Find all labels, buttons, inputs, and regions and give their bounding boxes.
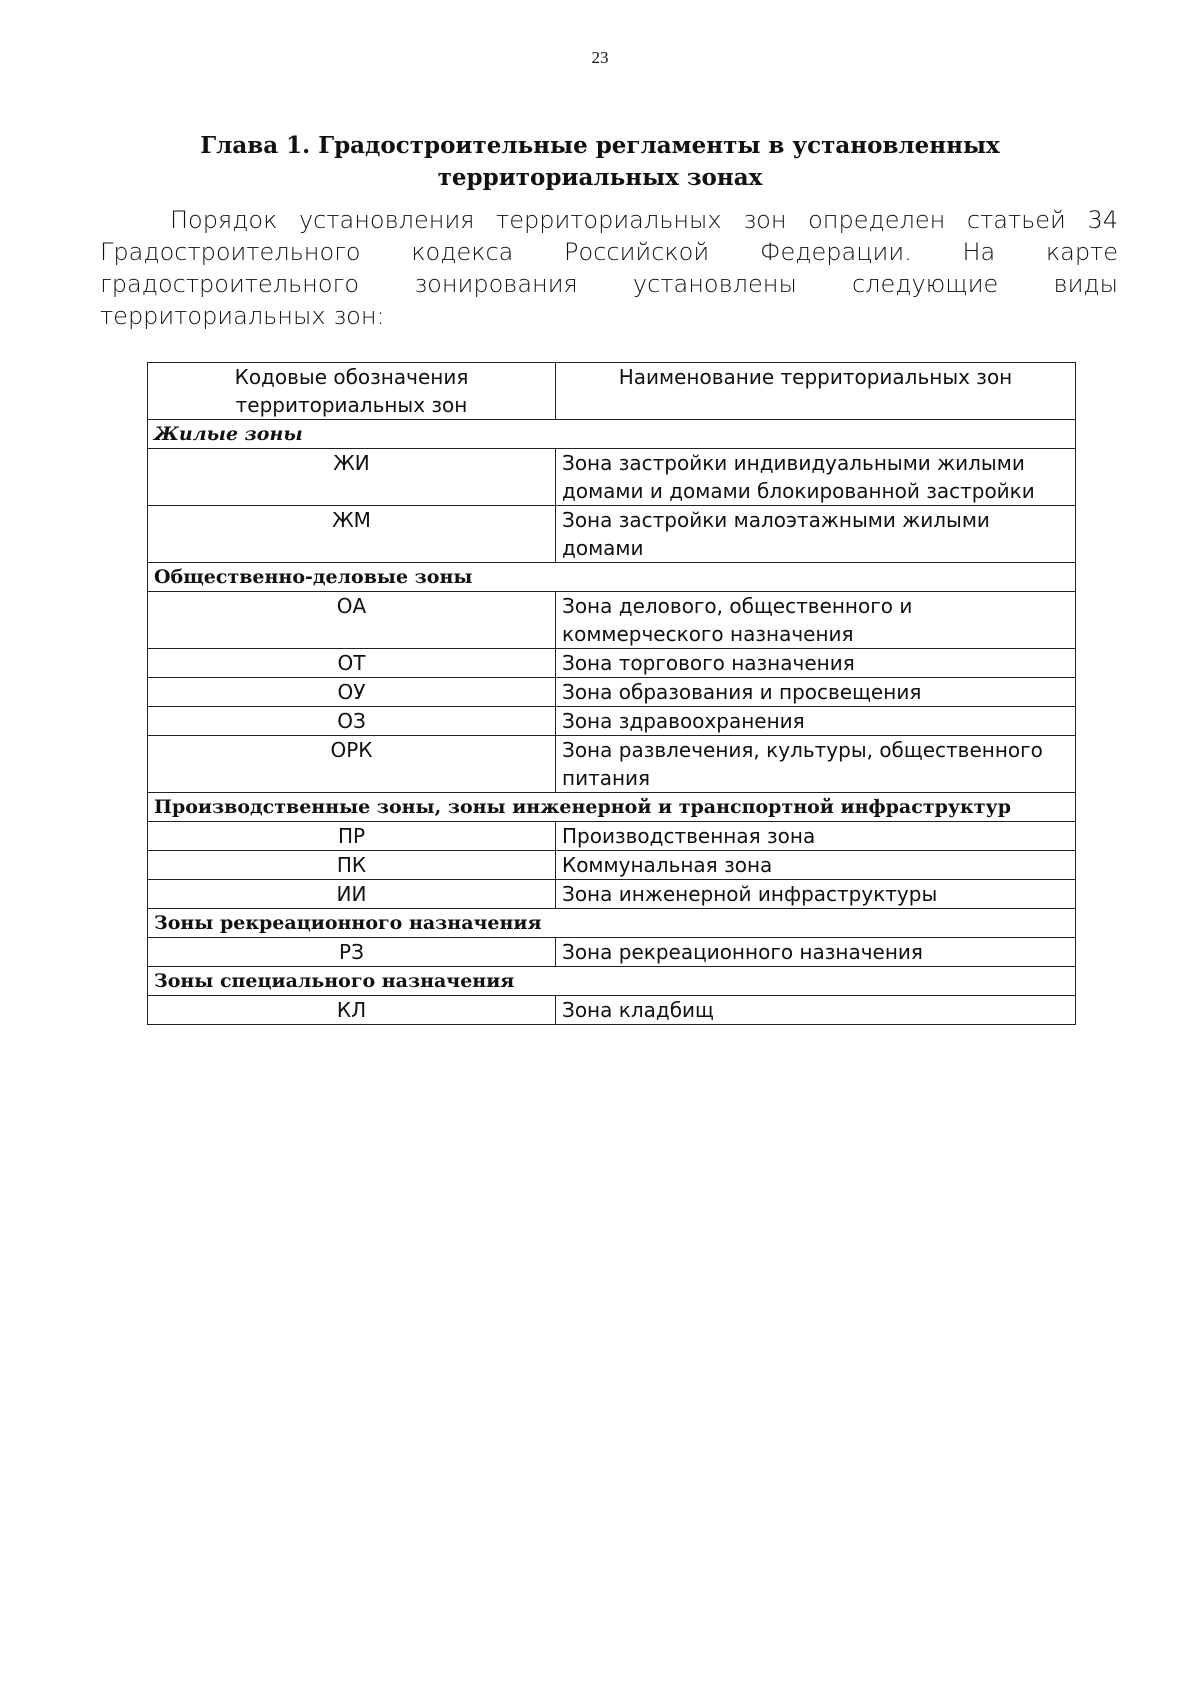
page-number: 23 [591,48,609,67]
table-row [148,880,1076,909]
zone-code: ЖМ [148,506,556,563]
zone-code: ИИ [148,880,556,909]
group-row [148,563,1076,592]
header-name: Наименование территориальных зон [556,363,1076,420]
group-title: Общественно-деловые зоны [148,563,1076,592]
zone-name: Зона делового, общественного и коммерческого назначения [556,592,1076,649]
zone-code: КЛ [148,996,556,1025]
zone-code: ОА [148,592,556,649]
zone-name: Зона застройки малоэтажными жилыми домами [556,506,1076,563]
zone-name: Зона инженерной инфраструктуры [556,880,1076,909]
zone-code: РЗ [148,938,556,967]
table-row [148,449,1076,506]
zone-code: ОЗ [148,707,556,736]
group-title: Зоны специального назначения [148,967,1076,996]
table-row [148,678,1076,707]
zone-code: ПР [148,822,556,851]
table-row [148,649,1076,678]
table-row [148,822,1076,851]
zone-name: Зона рекреационного назначения [556,938,1076,967]
zone-name: Зона здравоохранения [556,707,1076,736]
zone-name: Производственная зона [556,822,1076,851]
chapter-title: Глава 1. Градостроительные регламенты в установленных территориальных зонах [200,132,1000,191]
zone-name: Зона кладбищ [556,996,1076,1025]
group-title: Зоны рекреационного назначения [148,909,1076,938]
table-row [148,592,1076,649]
group-row [148,909,1076,938]
table-row [148,736,1076,793]
zone-name: Зона застройки индивидуальными жилыми домами и домами блокированной застройки [556,449,1076,506]
header-code: Кодовые обозначения территориальных зон [148,363,556,420]
zone-name: Зона развлечения, культуры, общественного питания [556,736,1076,793]
table-row [148,851,1076,880]
group-row [148,420,1076,449]
table-row [148,938,1076,967]
zone-name: Зона торгового назначения [556,649,1076,678]
group-row [148,793,1076,822]
zone-name: Коммунальная зона [556,851,1076,880]
table-row [148,707,1076,736]
zone-code: ОТ [148,649,556,678]
zone-code: ОРК [148,736,556,793]
intro-paragraph: Порядок установления территориальных зон определен статьей 34 Градостроительного кодекса Российской Федерации. На карте градостроительного зонирования установлены следующие виды территориальных зон: [100,206,1118,330]
group-title: Жилые зоны [148,420,1076,449]
group-title: Производственные зоны, зоны инженерной и транспортной инфраструктур [148,793,1076,822]
table-row [148,506,1076,563]
zone-code: ОУ [148,678,556,707]
group-row [148,967,1076,996]
zone-name: Зона образования и просвещения [556,678,1076,707]
zones-table [147,362,1076,1025]
zone-code: ЖИ [148,449,556,506]
zone-code: ПК [148,851,556,880]
table-row [148,996,1076,1025]
table-header-row [148,363,1076,420]
